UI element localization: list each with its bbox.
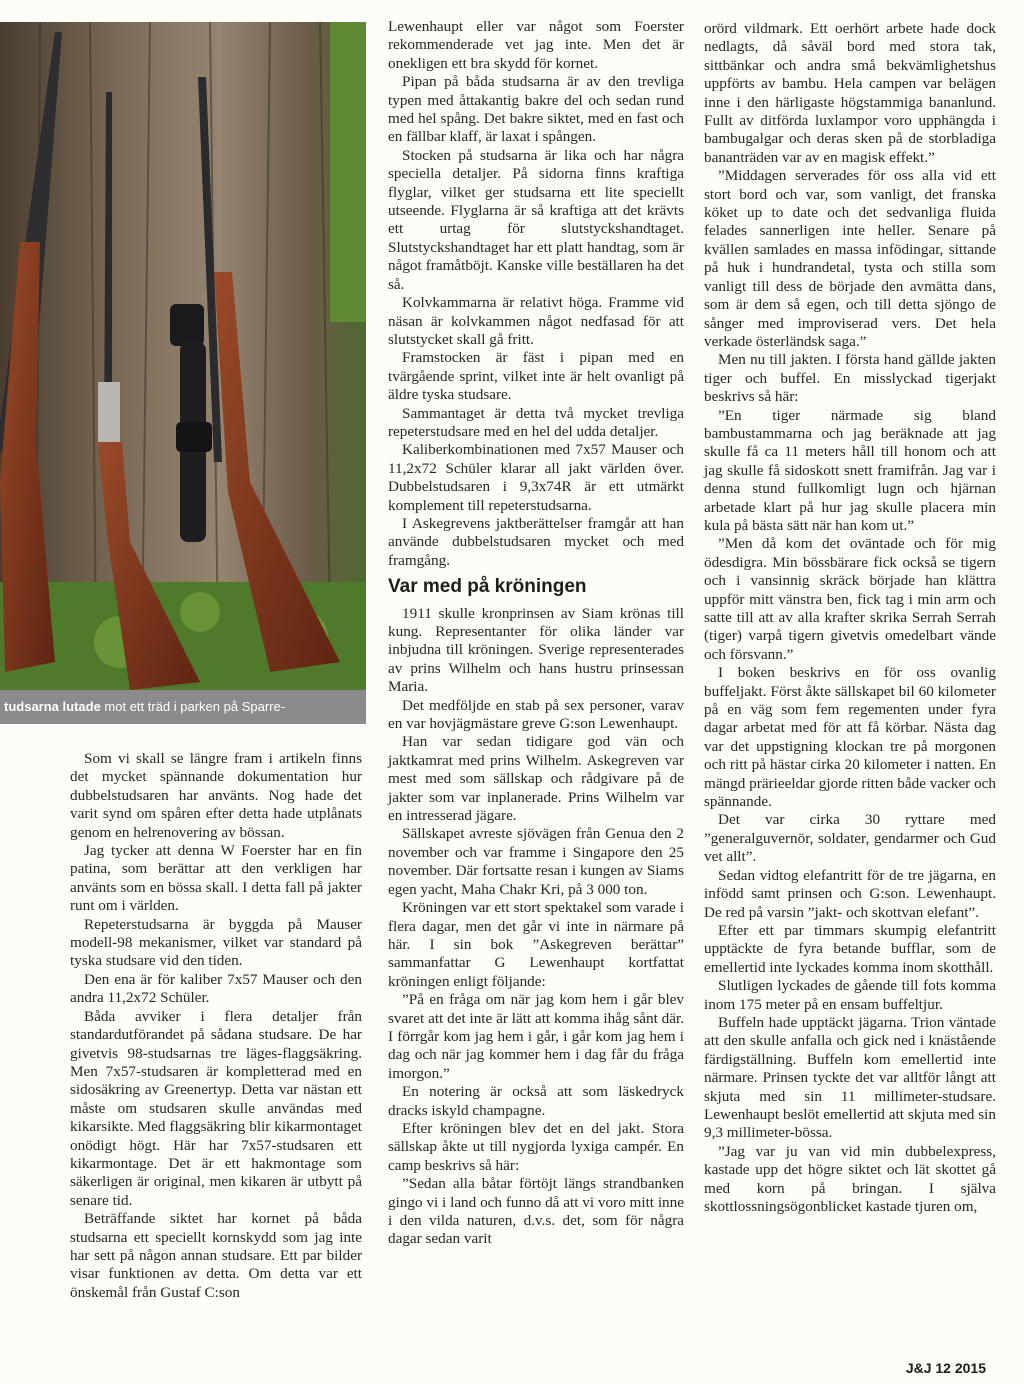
paragraph: Sedan vidtog elefantritt för de tre jägarna, en infödd samt prinsen och G:son. Lewenhaupt. De red på varsin ”jakt- och skottvan elefant”. xyxy=(704,866,996,921)
paragraph: Kröningen var ett stort spektakel som varade i flera dagar, men det går vi inte in närmare på här. I sin bok ”Askegreven berättar” sammanfattar G Lewenhaupt kortfattat kröningen enligt följande: xyxy=(388,899,684,990)
paragraph: Sällskapet avreste sjövägen från Genua den 2 november och var framme i Singapore den 25 november. Där fortsatte resan i kungen av Siams egen yacht, Maha Chakr Kri, på 3 000 ton. xyxy=(388,825,684,898)
paragraph: Jag tycker att denna W Foerster har en fin patina, som berättar att den verkligen har använts som en bössa skall. I detta fall på jakter runt om i världen. xyxy=(70,842,362,915)
section-heading: Var med på kröningen xyxy=(388,576,587,598)
paragraph: ”En tiger närmade sig bland bambustammarna och jag beräknade att jag skulle få ca 11 meters håll till honom och att jag skulle få sidoskott snett framifrån. Jag var i denna stund fullkomligt lugn och hjärnan arbetade klart på hur jag skulle placera min kula på bästa sätt när han kom ut.” xyxy=(704,406,996,534)
caption-text: mot ett träd i parken på Sparre- xyxy=(100,699,286,714)
paragraph: 1911 skulle kronprinsen av Siam krönas till kung. Representanter för olika länder var inbjudna till kröningen. Sverige representerades av prins Wilhelm och hans hustru prinsessan Maria. xyxy=(388,604,684,696)
paragraph: ”Sedan alla båtar förtöjt längs strandbanken gingo vi i land och funno då att vi voro mitt inne i den vilda naturen, d.v.s. det, som för några dagar sedan varit xyxy=(388,1175,684,1248)
column-middle xyxy=(388,18,684,1249)
caption-bold: tudsarna lutade xyxy=(4,699,101,714)
paragraph: Lewenhaupt eller var något som Foerster rekommenderade vet jag inte. Men det är onekligen ett bra skydd för kornet. xyxy=(388,18,684,72)
paragraph: Framstocken är fäst i pipan med en tvärgående sprint, vilket inte är helt ovanligt på äldre tyska studsare. xyxy=(388,349,684,404)
rifles-against-tree-image xyxy=(0,22,366,690)
paragraph: Men nu till jakten. I första hand gällde jakten tiger och buffel. En misslyckad tigerjakt beskrivs så här: xyxy=(704,351,996,406)
column-left xyxy=(70,750,362,1302)
paragraph: Efter ett par timmars skumpig elefantritt upptäckte de fyra betande bufflar, som de emellertid inte lyckades komma inom skotthåll. xyxy=(704,921,996,976)
rifles-photo xyxy=(0,22,366,690)
paragraph: Det var cirka 30 ryttare med ”generalguvernör, soldater, gendarmer och Gud vet allt”. xyxy=(704,811,996,866)
paragraph: Pipan på båda studsarna är av den trevliga typen med åttakantig bakre del och sedan rund med hel spång. Det bakre siktet, med en fast och en fällbar klaff, är laxat i spången. xyxy=(388,73,684,146)
paragraph: Repeterstudsarna är byggda på Mauser modell-98 mekanismer, vilket var standard på tyska studsare vid den tiden. xyxy=(70,915,362,970)
paragraph: ”Men då kom det oväntade och för mig ödesdigra. Min bössbärare fick också se tigern och i vansinnig skräck började han klättra uppför mitt vänstra ben, fick tag i min arm och satte till att av alla krafter skrika Serrah Serrah (tiger) varpå tigern givetvis omedelbart vände och försvann.” xyxy=(704,535,996,663)
column-right xyxy=(704,20,996,1216)
paragraph: Sammantaget är detta två mycket trevliga repeterstudsare med en hel del udda detaljer. xyxy=(388,404,684,440)
paragraph: Båda avviker i flera detaljer från standardutförandet på sådana studsare. De har givetvis 98-studsarnas tre läges-flaggsäkring. Men 7x57-studsaren är kompletterad med en sidosäkring av Greenertyp. Detta var nästan ett måste om studsaren skulle användas med kikarsikte. Med flaggsäkring blir kikarmontaget onödigt högt. Här har 7x57-studsaren ett kikarmontage. Det är ett hakmontage som säkerligen är original, men kikaren är utbytt på senare tid. xyxy=(70,1007,362,1209)
paragraph: Han var sedan tidigare god vän och jaktkamrat med prins Wilhelm. Askegreven var mest med som sällskap och rådgivare på de jakter som var inplanerade. Prins Wilhelm var en intresserad jägare. xyxy=(388,733,684,825)
paragraph: Buffeln hade upptäckt jägarna. Trion väntade att den skulle anfalla och gick ned i knästående färdigställning. Buffeln kom emellertid inte närmare. Prinsen tyckte det var alltför långt att skjuta med sin 11 millimeter-studsare. Lewenhaupt beslöt emellertid att skjuta med sin 9,3 millimeter-bössa. xyxy=(704,1013,996,1142)
paragraph: Den ena är för kaliber 7x57 Mauser och den andra 11,2x72 Schüler. xyxy=(70,970,362,1007)
paragraph: orörd vildmark. Ett oerhört arbete hade dock nedlagts, då såväl bord med stora tak, sittbänkar och andra små bekvämlighetshus uppförts av bambu. Hela campen var belägen inne i den härligaste högstammiga bananlund. Fullt av ditförda luxlampor voro upphängda i bambugalgar och deras sken på de storbladiga bananträden var av en magisk effekt.” xyxy=(704,20,996,166)
paragraph: ”Jag var ju van vid min dubbelexpress, kastade upp det högre siktet och lät skottet gå med korn på bringan. I själva skottlossningsögonblicket kastade tjuren om, xyxy=(704,1142,996,1215)
paragraph: Kaliberkombinationen med 7x57 Mauser och 11,2x72 Schüler klarar all jakt världen över. Dubbelstudsaren i 9,3x74R är ett utmärkt komplement till repeterstudsarna. xyxy=(388,441,684,514)
paragraph: ”På en fråga om när jag kom hem i går blev svaret att det inte är lätt att komma ihåg sånt där. I förrgår kom jag hem i går, i går kom jag hem i dag och när jag kommer hem i dag får du fråga imorgon.” xyxy=(388,991,684,1082)
page-footer: J&J 12 2015 xyxy=(905,1360,986,1376)
paragraph: I Askegrevens jaktberättelser framgår att han använde dubbelstudsaren mycket och med framgång. xyxy=(388,514,684,569)
paragraph: ”Middagen serverades för oss alla vid ett stort bord och var, som vanligt, det franska köket up to date och det sedvanliga fluida felades sannerligen inte heller. Senare på kvällen samlades en massa infödingar, sittande på huk i hundrandetal, tysta och stilla som vanligt till dess de började den avmätta dans, som är dem så egen, och till detta sjöngo de sånger med improviserad vers. Det hela verkade österländsk saga.” xyxy=(704,167,996,350)
paragraph: Efter kröningen blev det en del jakt. Stora sällskap åkte ut till nygjorda lyxiga campér. En camp beskrivs så här: xyxy=(388,1119,684,1174)
paragraph: Kolvkammarna är relativt höga. Framme vid näsan är kolvkammen något nedfasad för att slutstycket skall gå fritt. xyxy=(388,294,684,348)
paragraph: Slutligen lyckades de gående till fots komma inom 175 meter på en ensam buffeltjur. xyxy=(704,977,996,1013)
paragraph: En notering är också att som läskedryck dracks iskyld champagne. xyxy=(388,1083,684,1119)
paragraph: I boken beskrivs en för oss ovanlig buffeljakt. Först åkte sällskapet bil 60 kilometer på en väg som fem regementen under fyra dagar arbetat med för att få körbar. Nästa dag var det uppstigning klockan tre på morgonen och ritt på hästar cirka 20 kilometer i natten. En mängd prärieeldar gjorde ritten både vacker och spännande. xyxy=(704,664,996,811)
paragraph: Beträffande siktet har kornet på båda studsarna ett speciellt kornskydd som jag inte har sett på någon annan studsare. Ett par bilder visar funktionen av detta. Om detta var ett önskemål från Gustaf C:son xyxy=(70,1210,362,1301)
paragraph: Som vi skall se längre fram i artikeln finns det mycket spännande dokumentation hur dubbelstudsaren har använts. Nog hade det varit synd om spåren efter detta hade utplånats genom en helrenovering av bössan. xyxy=(70,750,362,841)
paragraph: Det medföljde en stab på sex personer, varav en var hovjägmästare greve G:son Lewenhaupt. xyxy=(388,696,684,733)
paragraph: Stocken på studsarna är lika och har några speciella detaljer. På sidorna finns kraftiga flyglar, vilket ger studsarna ett lite speciellt utseende. Flyglarna är så kraftiga att det krävts ett urtag för slutstyckshandtaget. Slutstyckshandtaget har ett platt handtag, som är något framåtböjt. Kanske ville beställaren ha det så. xyxy=(388,146,684,293)
photo-caption xyxy=(0,690,366,724)
